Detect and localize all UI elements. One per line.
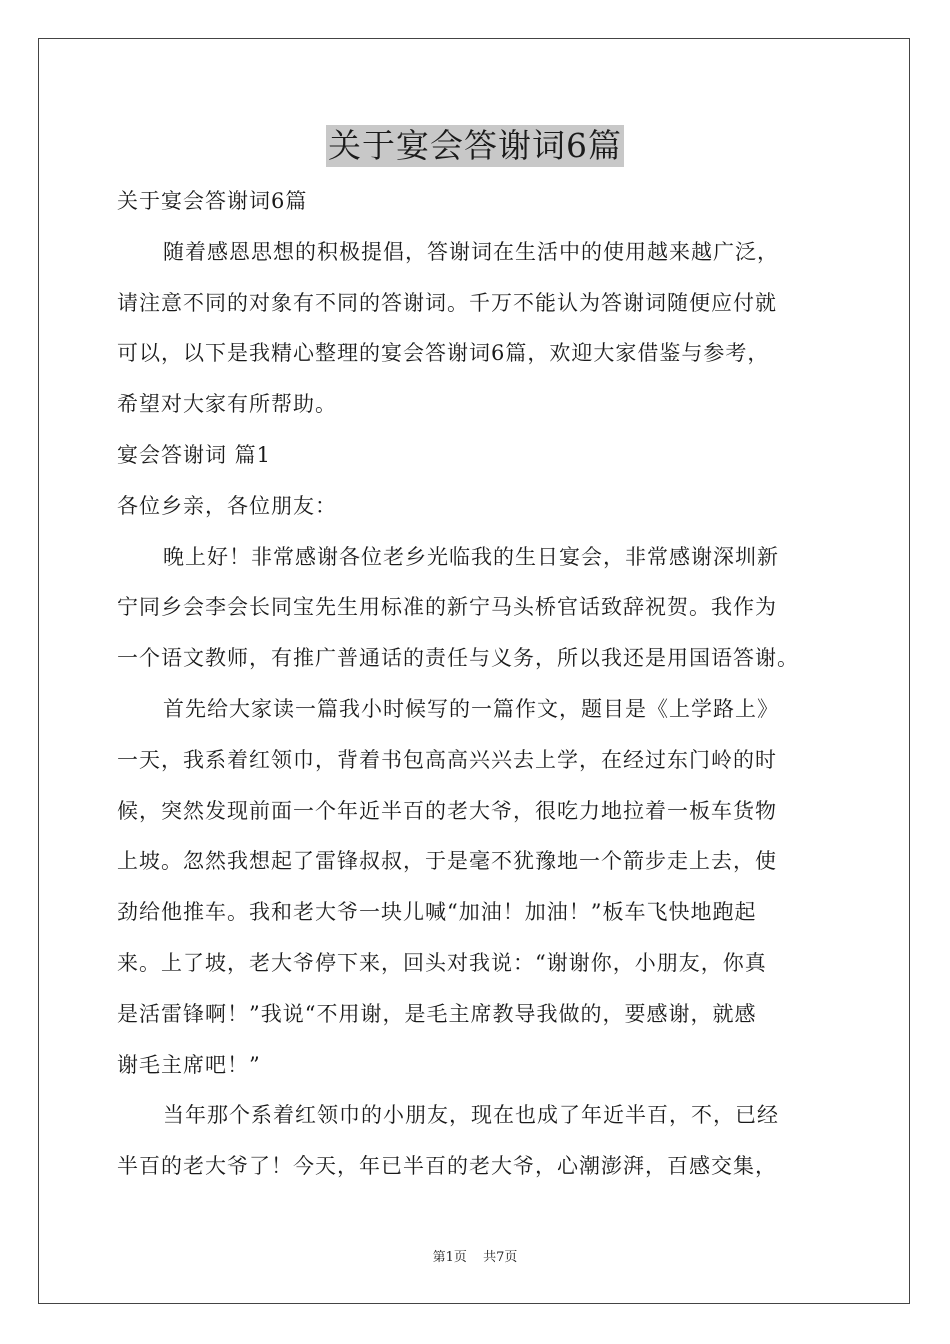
text-line: 随着感恩思想的积极提倡，答谢词在生活中的使用越来越广泛， — [163, 239, 779, 264]
page-number: 第1页 — [432, 1250, 467, 1265]
page-total: 共7页 — [483, 1250, 518, 1265]
page-footer — [0, 1246, 950, 1265]
text-line: 宁同乡会李会长同宝先生用标准的新宁马头桥官话致辞祝贺。我作为 — [117, 595, 777, 620]
text-line: 谢毛主席吧！” — [117, 1052, 261, 1077]
text-line: 希望对大家有所帮助。 — [117, 392, 337, 417]
text-line: 劲给他推车。我和老大爷一块儿喊“加油！加油！”板车飞快地跑起 — [117, 900, 757, 925]
text-line: 一个语文教师，有推广普通话的责任与义务，所以我还是用国语答谢。 — [117, 646, 799, 671]
text-line: 各位乡亲，各位朋友： — [117, 493, 337, 518]
text-line: 一天，我系着红领巾，背着书包高高兴兴去上学，在经过东门岭的时 — [117, 747, 777, 772]
text-line: 当年那个系着红领巾的小朋友，现在也成了年近半百，不，已经 — [163, 1103, 779, 1128]
text-line: 上坡。忽然我想起了雷锋叔叔，于是毫不犹豫地一个箭步走上去，使 — [117, 849, 777, 874]
title-wrap — [0, 125, 950, 167]
text-line: 来。上了坡，老大爷停下来，回头对我说：“谢谢你，小朋友，你真 — [117, 950, 767, 975]
document-body — [117, 176, 837, 1192]
document-title: 关于宴会答谢词6篇 — [328, 126, 622, 165]
text-line: 候，突然发现前面一个年近半百的老大爷，很吃力地拉着一板车货物 — [117, 798, 777, 823]
text-line: 是活雷锋啊！”我说“不用谢，是毛主席教导我做的，要感谢，就感 — [117, 1001, 757, 1026]
text-line: 晚上好！非常感谢各位老乡光临我的生日宴会，非常感谢深圳新 — [163, 544, 779, 569]
text-line: 首先给大家读一篇我小时候写的一篇作文，题目是《上学路上》 — [163, 696, 779, 721]
text-line: 半百的老大爷了！今天，年已半百的老大爷，心潮澎湃，百感交集， — [117, 1154, 777, 1179]
text-line: 关于宴会答谢词6篇 — [117, 189, 308, 213]
text-line: 可以，以下是我精心整理的宴会答谢词6篇，欢迎大家借鉴与参考， — [117, 341, 770, 366]
text-line: 请注意不同的对象有不同的答谢词。千万不能认为答谢词随便应付就 — [117, 290, 777, 315]
text-line: 宴会答谢词 篇1 — [117, 442, 272, 467]
